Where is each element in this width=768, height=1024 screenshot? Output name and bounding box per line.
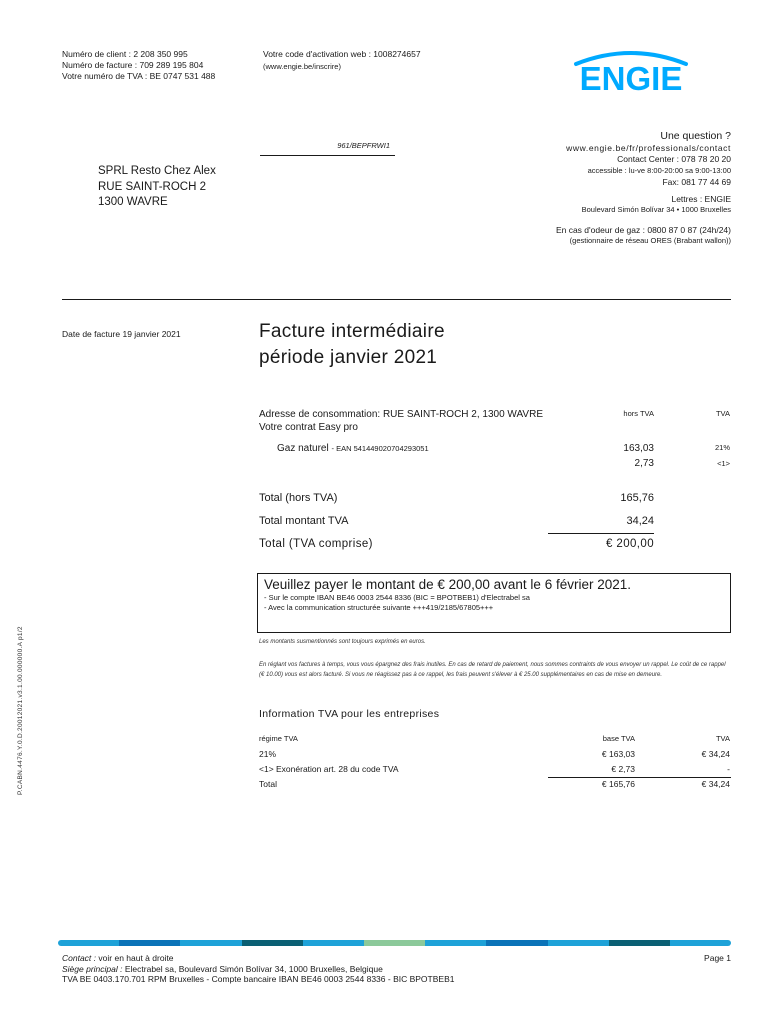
- ean-code: - EAN 541449020704293051: [331, 444, 429, 453]
- total-tva-value: 34,24: [626, 515, 654, 527]
- note-euros: Les montants susmentionnés sont toujours exprimés en euros.: [259, 639, 426, 645]
- gas-rate: 21%: [714, 443, 730, 452]
- reference-code: 961/BEPFRWI1: [337, 141, 390, 150]
- client-info: [62, 49, 262, 82]
- recipient-city: 1300 WAVRE: [98, 196, 168, 208]
- activation-url: (www.engie.be/inscrire): [263, 62, 341, 71]
- total-ttc-value: € 200,00: [606, 538, 654, 550]
- extra-rate: <1>: [717, 459, 730, 468]
- footer-bar-segment: [180, 940, 241, 946]
- footer-bar-segment: [548, 940, 609, 946]
- total-rule: [548, 533, 654, 534]
- footer-bar-segment: [670, 940, 731, 946]
- footer-siege-text: Electrabel sa, Boulevard Simón Bolívar 34, 1000 Bruxelles, Belgique: [124, 963, 383, 974]
- payment-account: - Sur le compte IBAN BE46 0003 2544 8336 (BIC = BPOTBEB1) d'Electrabel sa: [264, 593, 530, 602]
- logo-text: ENGIE: [579, 60, 683, 97]
- vat-total-base: € 165,76: [601, 779, 635, 789]
- gas-smell-line: En cas d'odeur de gaz : 0800 87 0 87 (24h/24): [555, 225, 731, 235]
- invoice-number: Numéro de facture : 709 289 195 804: [62, 60, 204, 70]
- contact-panel: [480, 130, 731, 246]
- payment-box: [257, 573, 731, 633]
- title-line-1: Facture intermédiaire: [259, 321, 445, 342]
- total-tva-label: Total montant TVA: [259, 515, 349, 527]
- engie-logo: [568, 48, 694, 100]
- total-ht-label: Total (hors TVA): [259, 492, 338, 504]
- recipient-street: RUE SAINT-ROCH 2: [98, 180, 206, 193]
- contact-letters: Lettres : ENGIE: [671, 194, 731, 204]
- vat-row-tva: -: [727, 764, 730, 774]
- consumption-block: [259, 408, 559, 434]
- total-ttc-row: [259, 538, 654, 550]
- total-tva-row: [259, 515, 654, 527]
- recipient-address: [98, 164, 216, 211]
- col-header-ht: hors TVA: [623, 409, 654, 418]
- contract-name: Votre contrat Easy pro: [259, 422, 358, 433]
- gas-amount: 163,03: [623, 443, 654, 454]
- vat-row-base: € 2,73: [611, 764, 635, 774]
- vat-row-base: € 163,03: [601, 749, 635, 759]
- side-document-code: P.CABN.4476.Y.0.D.20012021.v3.1.00.000000.A p1/2: [17, 626, 24, 795]
- title-line-2: période janvier 2021: [259, 347, 438, 368]
- gas-label: Gaz naturel: [277, 443, 329, 454]
- vat-total-label: Total: [259, 779, 277, 789]
- footer-bar-segment: [364, 940, 425, 946]
- footer-bar-segment: [119, 940, 180, 946]
- contact-fax: Fax: 081 77 44 69: [662, 177, 731, 187]
- reference-rule: [260, 155, 395, 156]
- footer-legal: TVA BE 0403.170.701 RPM Bruxelles - Compte bancaire IBAN BE46 0003 2544 8336 - BIC BPOTBEB1: [62, 974, 455, 984]
- footer-text: [62, 953, 454, 985]
- network-operator: (gestionnaire de réseau ORES (Brabant wallon)): [569, 236, 731, 245]
- page-number: Page 1: [704, 953, 731, 963]
- footer-color-bar: [58, 940, 731, 946]
- footer-contact-label: Contact :: [62, 953, 97, 963]
- contact-address: Boulevard Simón Bolívar 34 • 1000 Bruxelles: [581, 205, 731, 214]
- contact-website[interactable]: www.engie.be/fr/professionals/contact: [566, 143, 731, 153]
- vat-number: Votre numéro de TVA : BE 0747 531 488: [62, 71, 216, 81]
- vat-info-title: Information TVA pour les entreprises: [259, 708, 440, 720]
- note-late-payment: En réglant vos factures à temps, vous vous épargnez des frais inutiles. En cas de retard de paiement, nous sommes contraints de vous envoyer un rappel. Le coût de ce rappel (€ 10.00) vous est alors facturé. Si vous ne réagissez pas à ce rappel, les frais peuvent s'élever à € 25.00 supplémentaires en cas de mise en demeure.: [259, 662, 726, 678]
- invoice-date: Date de facture 19 janvier 2021: [62, 329, 181, 339]
- activation-block: [263, 49, 493, 72]
- col-header-tva: TVA: [715, 409, 730, 418]
- question-heading: Une question ?: [660, 130, 731, 142]
- footer-bar-segment: [242, 940, 303, 946]
- payment-headline: Veuillez payer le montant de € 200,00 avant le 6 février 2021.: [264, 577, 631, 592]
- extra-amount: 2,73: [634, 458, 654, 469]
- total-ttc-label: Total (TVA comprise): [259, 538, 373, 550]
- vat-col-base: base TVA: [602, 734, 635, 743]
- footer-bar-segment: [303, 940, 364, 946]
- header-separator: [62, 299, 731, 300]
- vat-total-tva: € 34,24: [701, 779, 730, 789]
- footer-siege-label: Siège principal :: [62, 963, 123, 974]
- vat-total-rule: [548, 777, 731, 778]
- vat-col-tva: TVA: [715, 734, 730, 743]
- total-ht-value: 165,76: [620, 492, 654, 504]
- footer-bar-segment: [609, 940, 670, 946]
- footer-bar-segment: [58, 940, 119, 946]
- total-ht-row: [259, 492, 654, 504]
- footer-contact-text: voir en haut à droite: [98, 953, 174, 963]
- vat-row-regime: 21%: [259, 749, 277, 759]
- vat-row-tva: € 34,24: [701, 749, 730, 759]
- recipient-name: SPRL Resto Chez Alex: [98, 165, 216, 177]
- client-number: Numéro de client : 2 208 350 995: [62, 49, 188, 59]
- invoice-title: [259, 319, 445, 371]
- vat-row-regime: <1> Exonération art. 28 du code TVA: [259, 764, 399, 774]
- footer-bar-segment: [425, 940, 486, 946]
- contact-hours: accessible : lu-ve 8:00-20:00 sa 9:00-13:00: [587, 166, 731, 175]
- payment-communication: - Avec la communication structurée suivante +++419/2185/67805+++: [264, 603, 494, 612]
- consumption-address: Adresse de consommation: RUE SAINT-ROCH 2, 1300 WAVRE: [259, 409, 543, 420]
- vat-col-regime: régime TVA: [259, 734, 298, 743]
- gas-line-label: [277, 443, 429, 454]
- footer-bar-segment: [486, 940, 547, 946]
- contact-phone: Contact Center : 078 78 20 20: [617, 154, 731, 164]
- activation-code: Votre code d'activation web : 1008274657: [263, 49, 421, 59]
